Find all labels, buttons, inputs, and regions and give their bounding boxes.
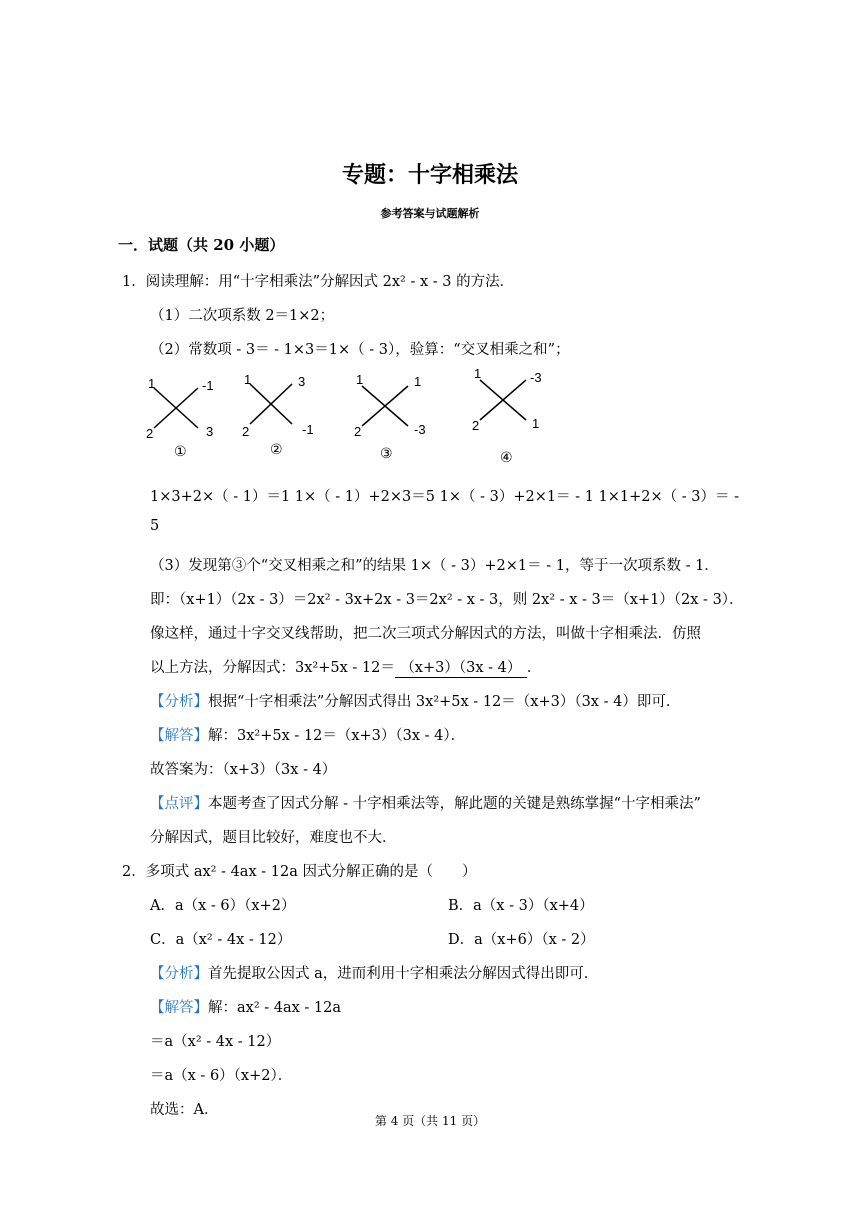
q2-option-a: A．a（x - 6）（x+2）	[150, 898, 296, 914]
q1-step4: 即：（x+1）（2x - 3）＝2x² - 3x+2x - 3＝2x² - x - 3，则 2x² - x - 3＝（x+1）（2x - 3）．	[150, 592, 744, 608]
d3-tr: 1	[414, 374, 422, 389]
q2-step2: ＝a（x - 6）（x+2）．	[150, 1068, 293, 1084]
cross-multiplication-diagrams	[140, 368, 580, 468]
q1-step3: （3）发现第③个“交叉相乘之和”的结果 1×（ - 3）+2×1＝ - 1，等于一次项系数 - 1．	[150, 558, 719, 574]
d1-bl: 2	[146, 426, 154, 441]
q2-step1: ＝a（x² - 4x - 12）	[150, 1034, 281, 1050]
d2-bl: 2	[242, 424, 250, 439]
page-title: 专题：十字相乘法	[341, 163, 518, 188]
q1-question-line	[150, 656, 541, 678]
comment-tag: 【点评】	[150, 796, 208, 812]
q1-comment	[150, 792, 701, 813]
d3-tl: 1	[356, 372, 364, 387]
d3-label: ③	[380, 445, 393, 461]
d4-bl: 2	[472, 418, 480, 433]
d2-tl: 1	[244, 372, 252, 387]
q1-step2: （2）常数项 - 3＝ - 1×3＝1×（ - 3），验算：“交叉相乘之和”；	[150, 342, 570, 358]
q1-analysis	[150, 690, 680, 711]
analysis-tag: 【分析】	[150, 966, 208, 982]
q1-question-text: 以上方法，分解因式：3x²+5x - 12＝	[150, 660, 395, 676]
q2-choice: 故选：A．	[150, 1102, 219, 1118]
q1-solution-text: 解：3x²+5x - 12＝（x+3）（3x - 4）．	[208, 728, 466, 744]
page-footer: 第 4 页（共 11 页）	[374, 1114, 486, 1128]
d4-tr: -3	[530, 370, 542, 385]
d3-bl: 2	[354, 424, 362, 439]
d4-tl: 1	[474, 368, 482, 381]
q2-analysis	[150, 962, 598, 983]
q1-comment-text: 本题考查了因式分解 - 十字相乘法等，解此题的关键是熟练掌握“十字相乘法”	[208, 796, 701, 812]
q1-calculations: 1×3+2×（ - 1）＝1 1×（ - 1）+2×3＝5 1×（ - 3）+2×1＝ - 1 1×1+2×（ - 3）＝ -	[150, 489, 739, 505]
solution-tag: 【解答】	[150, 1000, 208, 1016]
solution-tag: 【解答】	[150, 728, 208, 744]
d2-tr: 3	[298, 374, 306, 389]
q1-question-end: ．	[526, 660, 542, 676]
d2-label: ②	[270, 441, 283, 457]
q2-option-b: B．a（x - 3）（x+4）	[448, 898, 594, 914]
d4-label: ④	[500, 449, 513, 465]
q1-comment-cont: 分解因式，题目比较好，难度也不大．	[150, 830, 397, 846]
q2-solution-text: 解：ax² - 4ax - 12a	[208, 1000, 342, 1016]
section-heading: 一．试题（共 20 小题）	[118, 236, 285, 254]
q2-option-c: C．a（x² - 4x - 12）	[150, 932, 292, 948]
d3-br: -3	[414, 422, 426, 437]
q2-analysis-text: 首先提取公因式 a，进而利用十字相乘法分解因式得出即可．	[208, 966, 599, 982]
q2-solution	[150, 996, 341, 1017]
q1-answer: 故答案为：（x+3）（3x - 4）	[150, 762, 337, 778]
cross-diagram-2	[242, 372, 314, 457]
q1-solution	[150, 724, 465, 745]
d1-br: 3	[206, 424, 214, 439]
cross-diagram-1	[146, 376, 214, 459]
analysis-tag: 【分析】	[150, 694, 208, 710]
d1-tl: 1	[148, 376, 156, 391]
q1-analysis-text: 根据“十字相乘法”分解因式得出 3x²+5x - 12＝（x+3）（3x - 4）即可．	[208, 694, 681, 710]
q1-calculations-cont: 5	[150, 518, 160, 534]
q1-answer-blank: （x+3）（3x - 4）	[395, 656, 527, 678]
d2-br: -1	[302, 422, 314, 437]
q2-option-d: D．a（x+6）（x - 2）	[448, 932, 595, 948]
d1-label: ①	[174, 443, 187, 459]
q1-heading: 1．阅读理解：用“十字相乘法”分解因式 2x² - x - 3 的方法．	[122, 274, 515, 290]
cross-diagram-3	[354, 372, 426, 461]
q2-heading: 2．多项式 ax² - 4ax - 12a 因式分解正确的是（ ）	[122, 864, 477, 880]
cross-diagram-4	[472, 368, 542, 465]
d1-tr: -1	[202, 378, 214, 393]
q1-explanation: 像这样，通过十字交叉线帮助，把二次三项式分解因式的方法，叫做十字相乘法．仿照	[150, 626, 701, 642]
q1-step1: （1）二次项系数 2＝1×2；	[150, 308, 335, 324]
d4-br: 1	[532, 416, 540, 431]
page-subtitle: 参考答案与试题解析	[380, 207, 480, 220]
